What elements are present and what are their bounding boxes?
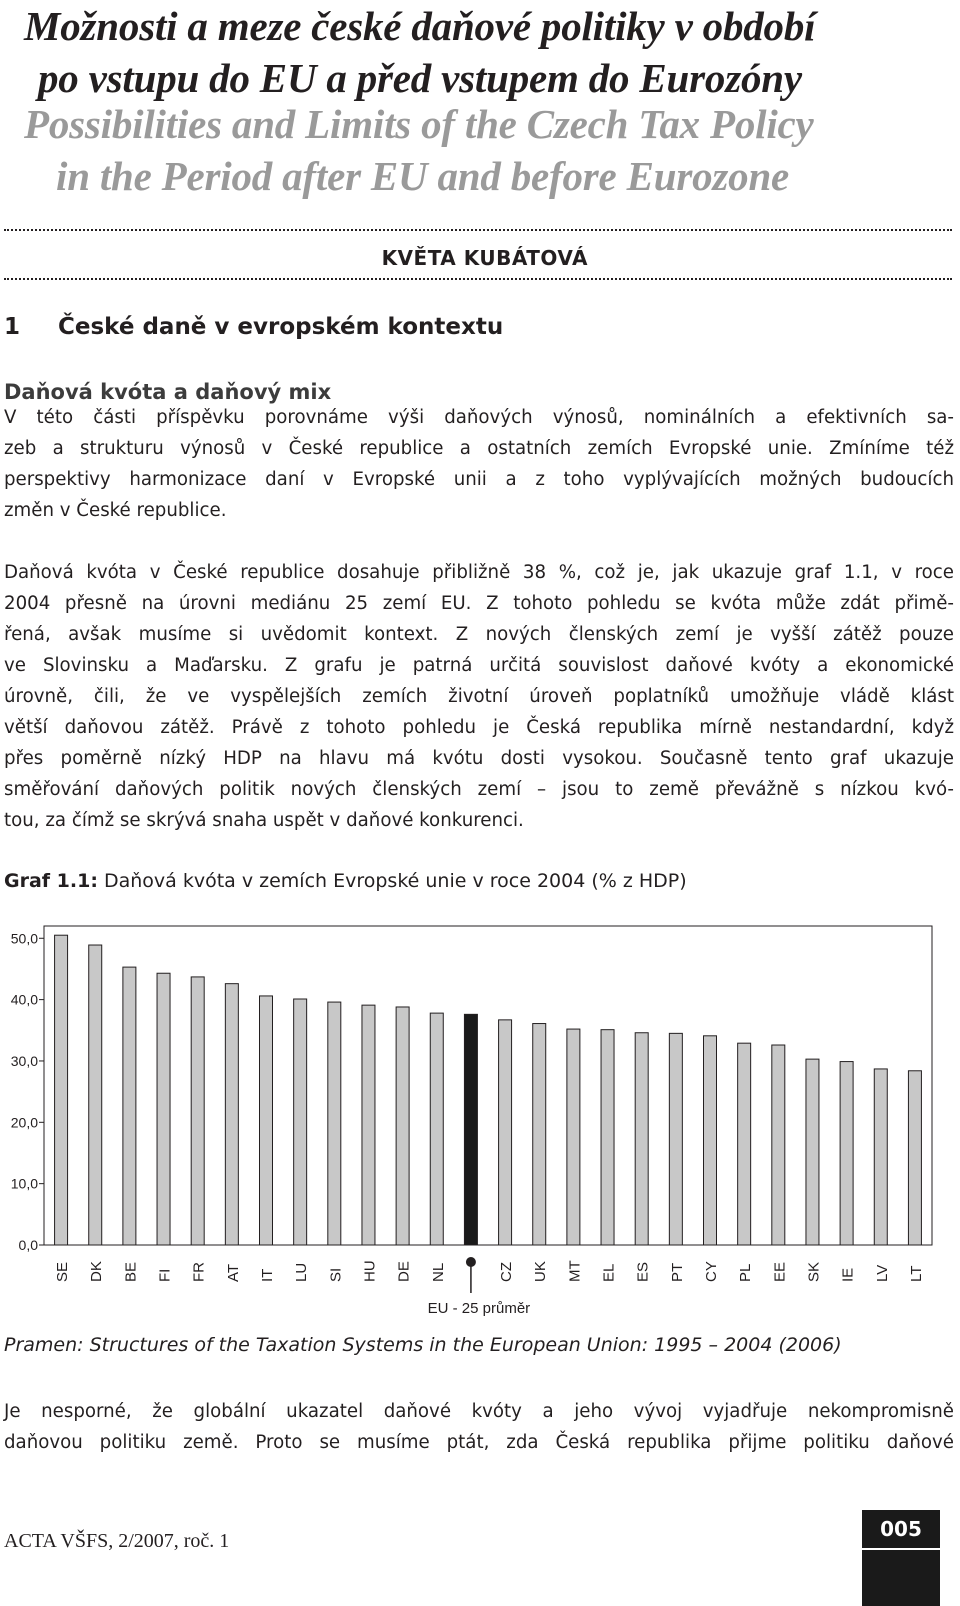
bar bbox=[157, 973, 170, 1245]
y-tick-label: 50,0 bbox=[10, 930, 38, 947]
figure-source: Pramen: Structures of the Taxation Systems in the European Union: 1995 – 2004 (2006) bbox=[4, 1334, 842, 1356]
figure-caption bbox=[4, 870, 687, 892]
x-tick-label: SE bbox=[54, 1261, 72, 1282]
bar bbox=[191, 977, 204, 1245]
y-tick-label: 10,0 bbox=[10, 1175, 38, 1192]
paragraph-line: směřování daňových politik nových členských zemí – jsou to země převážně s nízkou kvó- bbox=[4, 779, 954, 800]
paragraph-line: Daňová kvóta v České republice dosahuje přibližně 38 %, což je, jak ukazuje graf 1.1, v roce bbox=[4, 562, 954, 583]
title-cz-line-2: po vstupu do EU a před vstupem do Eurozóny bbox=[38, 55, 802, 101]
bar bbox=[362, 1005, 375, 1245]
paragraph-line: V této části příspěvku porovnáme výši daňových výnosů, nominálních a efektivních sa- bbox=[4, 407, 954, 428]
x-tick-label: PT bbox=[668, 1262, 686, 1282]
x-tick-label: EE bbox=[771, 1261, 789, 1282]
x-tick-label: CY bbox=[703, 1261, 720, 1282]
page-number-tab bbox=[862, 1550, 940, 1606]
x-tick-label: FI bbox=[156, 1268, 174, 1282]
x-tick-label: SK bbox=[805, 1261, 823, 1282]
section-heading bbox=[4, 314, 503, 340]
x-tick-label: DE bbox=[395, 1261, 413, 1282]
paragraph-line: ve Slovinsku a Maďarsku. Z grafu je patrná určitá souvislost daňové kvóty a ekonomické bbox=[4, 655, 954, 676]
bar bbox=[328, 1002, 341, 1245]
highlight-marker-dot bbox=[466, 1257, 476, 1267]
section-number: 1 bbox=[4, 314, 21, 340]
bar bbox=[396, 1007, 409, 1245]
x-tick-label: PL bbox=[737, 1263, 755, 1282]
title-en-line-1: Possibilities and Limits of the Czech Tax Policy bbox=[24, 101, 814, 147]
y-tick-label: 20,0 bbox=[10, 1114, 38, 1131]
paragraph-line: tou, za čímž se skrývá snaha uspět v daňové konkurenci. bbox=[4, 810, 524, 831]
paragraph-line: změn v České republice. bbox=[4, 500, 227, 521]
x-tick-label: AT bbox=[224, 1263, 242, 1282]
bar bbox=[738, 1043, 751, 1245]
dotted-rule-top bbox=[4, 229, 952, 231]
bar bbox=[225, 984, 238, 1245]
bar bbox=[55, 935, 68, 1245]
y-tick-label: 30,0 bbox=[10, 1052, 38, 1069]
x-tick-label: CZ bbox=[498, 1262, 516, 1282]
bar bbox=[669, 1033, 682, 1245]
plot-frame bbox=[44, 926, 932, 1245]
y-tick-label: 0,0 bbox=[18, 1237, 38, 1253]
bar bbox=[499, 1020, 512, 1245]
bar-chart bbox=[0, 918, 960, 1328]
x-tick-label: NL bbox=[429, 1262, 447, 1282]
x-tick-label: MT bbox=[566, 1260, 584, 1282]
paragraph-line: řená, avšak musíme si uvědomit kontext. Z nových členských zemí je vyšší zátěž pouze bbox=[4, 624, 954, 645]
x-tick-label: DK bbox=[88, 1261, 106, 1282]
dotted-rule-bottom bbox=[4, 278, 952, 280]
x-tick-label: UK bbox=[532, 1261, 550, 1282]
highlight-label: EU - 25 průměr bbox=[427, 1300, 531, 1317]
x-tick-label: ES bbox=[634, 1261, 652, 1282]
bar bbox=[260, 996, 273, 1245]
figure-label: Graf 1.1: bbox=[4, 870, 98, 892]
title-cz-line-1: Možnosti a meze české daňové politiky v období bbox=[24, 3, 816, 49]
paragraph-line: Je nesporné, že globální ukazatel daňové kvóty a jeho vývoj vyjadřuje nekompromisně bbox=[4, 1401, 954, 1422]
page-number: 005 bbox=[862, 1510, 940, 1548]
subsection-heading: Daňová kvóta a daňový mix bbox=[4, 380, 332, 404]
paragraph-line: daňovou politiku země. Proto se musíme ptát, zda Česká republika přijme politiku daňové bbox=[4, 1432, 954, 1453]
paragraph-2 bbox=[4, 557, 954, 836]
x-tick-label: HU bbox=[361, 1260, 379, 1282]
bar bbox=[430, 1013, 443, 1245]
x-tick-label: LT bbox=[907, 1265, 925, 1282]
figure-caption-text: Daňová kvóta v zemích Evropské unie v roce 2004 (% z HDP) bbox=[97, 870, 687, 892]
author-name: KVĚTA KUBÁTOVÁ bbox=[381, 246, 588, 270]
paragraph-line: přes poměrně nízký HDP na hlavu má kvótu dosti vysokou. Současně tento graf ukazuje bbox=[4, 748, 954, 769]
paragraph-line: větší daňovou zátěž. Právě z tohoto pohledu je Česká republika mírně nestandardní, když bbox=[4, 717, 954, 738]
x-tick-label: BE bbox=[122, 1261, 140, 1282]
section-title: České daně v evropském kontextu bbox=[58, 314, 504, 340]
bar bbox=[601, 1030, 614, 1245]
paragraph-1 bbox=[4, 402, 954, 526]
bar bbox=[567, 1029, 580, 1245]
x-tick-label: IE bbox=[839, 1267, 857, 1282]
x-tick-label: EL bbox=[600, 1263, 618, 1282]
bar bbox=[874, 1069, 887, 1245]
x-tick-label: LU bbox=[293, 1262, 311, 1282]
title-english bbox=[24, 98, 944, 202]
x-tick-label: LV bbox=[873, 1264, 891, 1282]
bar bbox=[533, 1024, 546, 1245]
title-en-line-2: in the Period after EU and before Eurozone bbox=[56, 153, 790, 199]
bar bbox=[704, 1036, 717, 1245]
paragraph-line: úrovně, čili, že ve vyspělejších zemích životní úroveň poplatníků umožňuje vládě klást bbox=[4, 686, 954, 707]
paragraph-line: perspektivy harmonizace daní v Evropské unii a z toho vyplývajících možných budoucích bbox=[4, 469, 954, 490]
bar bbox=[806, 1059, 819, 1245]
bar-highlight bbox=[464, 1014, 477, 1245]
journal-reference: ACTA VŠFS, 2/2007, roč. 1 bbox=[4, 1530, 230, 1552]
x-tick-label: FR bbox=[190, 1262, 208, 1282]
paragraph-3 bbox=[4, 1396, 954, 1458]
paragraph-line: 2004 přesně na úrovni mediánu 25 zemí EU. Z tohoto pohledu se kvóta může zdát přimě- bbox=[4, 593, 954, 614]
x-tick-label: SI bbox=[327, 1267, 345, 1282]
paragraph-line: zeb a strukturu výnosů v České republice a ostatních zemích Evropské unie. Zmíníme též bbox=[4, 438, 954, 459]
bar bbox=[89, 945, 102, 1245]
bar bbox=[840, 1062, 853, 1245]
title-czech bbox=[24, 0, 944, 104]
x-tick-label: IT bbox=[259, 1268, 276, 1282]
bar bbox=[294, 999, 307, 1245]
bar bbox=[772, 1045, 785, 1245]
bar bbox=[908, 1071, 921, 1245]
bar bbox=[123, 967, 136, 1245]
y-tick-label: 40,0 bbox=[10, 991, 38, 1008]
bar bbox=[635, 1033, 648, 1245]
